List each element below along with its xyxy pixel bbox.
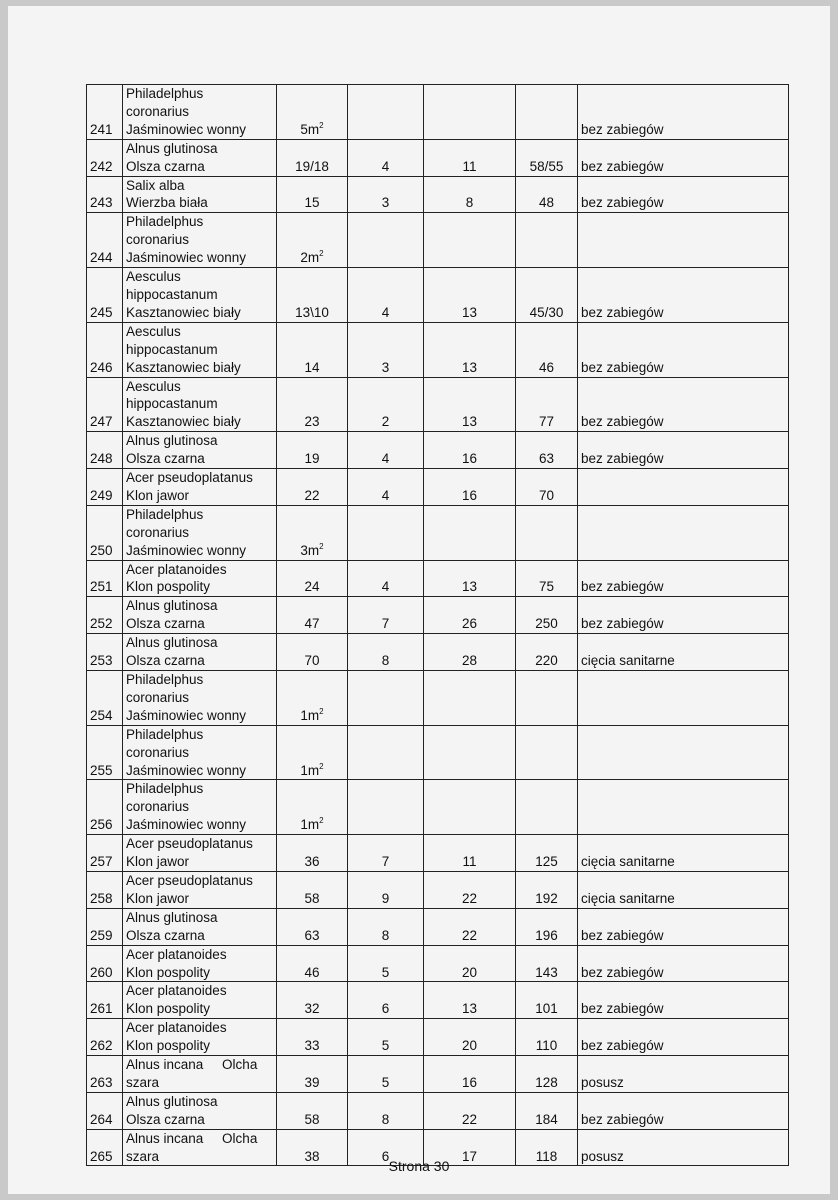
circumference-cell: 48 — [516, 176, 578, 213]
tree-number-cell: 252 — [87, 597, 123, 634]
remarks-cell — [578, 725, 789, 780]
species-line: Acer platanoides — [126, 561, 227, 577]
remarks-cell: bez zabiegów — [578, 377, 789, 432]
species-line: Philadelphus — [126, 214, 204, 230]
circumference-cell — [516, 671, 578, 726]
species-cell — [123, 432, 277, 469]
species-line: Kasztanowiec biały — [126, 414, 241, 430]
table-row — [87, 213, 789, 268]
tree-number-cell: 247 — [87, 377, 123, 432]
species-line: Acer pseudoplatanus — [126, 470, 253, 486]
species-cell — [123, 725, 277, 780]
crown-cell: 8 — [348, 634, 424, 671]
species-line: Alnus incana Olcha — [126, 1130, 258, 1146]
species-cell — [123, 945, 277, 982]
height-cell: 8 — [424, 176, 516, 213]
species-line: Acer pseudoplatanus — [126, 836, 253, 852]
species-cell — [123, 176, 277, 213]
trunk-circumference-cell — [277, 1019, 348, 1056]
tree-number-cell: 242 — [87, 139, 123, 176]
circumference-cell: 77 — [516, 377, 578, 432]
height-cell: 22 — [424, 1092, 516, 1129]
table-row — [87, 725, 789, 780]
species-cell — [123, 1019, 277, 1056]
height-cell: 16 — [424, 1056, 516, 1093]
height-cell: 11 — [424, 139, 516, 176]
value-text: 39 — [304, 1074, 320, 1090]
remarks-cell: bez zabiegów — [578, 432, 789, 469]
crown-cell: 5 — [348, 1019, 424, 1056]
height-cell: 26 — [424, 597, 516, 634]
crown-cell: 6 — [348, 982, 424, 1019]
height-cell: 13 — [424, 560, 516, 597]
height-cell: 16 — [424, 432, 516, 469]
height-cell — [424, 213, 516, 268]
circumference-cell: 196 — [516, 908, 578, 945]
superscript: 2 — [319, 816, 324, 826]
circumference-cell: 58/55 — [516, 139, 578, 176]
species-line: hippocastanum — [126, 341, 218, 357]
species-line: Olsza czarna — [126, 158, 205, 174]
species-cell — [123, 560, 277, 597]
tree-number-cell: 244 — [87, 213, 123, 268]
trunk-circumference-cell — [277, 945, 348, 982]
circumference-cell — [516, 213, 578, 268]
species-line: Jaśminowiec wonny — [126, 542, 247, 558]
value-text: 32 — [304, 1001, 320, 1017]
species-cell — [123, 85, 277, 140]
trunk-circumference-cell — [277, 469, 348, 506]
value-text: 63 — [304, 927, 320, 943]
remarks-cell: cięcia sanitarne — [578, 634, 789, 671]
superscript: 2 — [319, 761, 324, 771]
height-cell — [424, 505, 516, 560]
remarks-cell: bez zabiegów — [578, 85, 789, 140]
species-line: Acer platanoides — [126, 983, 227, 999]
species-line: Aesculus — [126, 378, 181, 394]
table-row — [87, 560, 789, 597]
table-row — [87, 871, 789, 908]
value-text: 5m — [300, 121, 320, 137]
species-cell — [123, 671, 277, 726]
crown-cell: 7 — [348, 835, 424, 872]
remarks-cell: cięcia sanitarne — [578, 835, 789, 872]
species-line: Acer platanoides — [126, 946, 227, 962]
trunk-circumference-cell — [277, 982, 348, 1019]
species-line: Alnus glutinosa — [126, 140, 218, 156]
trunk-circumference-cell — [277, 139, 348, 176]
circumference-cell — [516, 780, 578, 835]
remarks-cell: bez zabiegów — [578, 560, 789, 597]
trunk-circumference-cell — [277, 213, 348, 268]
species-cell — [123, 377, 277, 432]
crown-cell — [348, 85, 424, 140]
species-line: Olsza czarna — [126, 653, 205, 669]
species-line: Aesculus — [126, 269, 181, 285]
crown-cell: 5 — [348, 1056, 424, 1093]
trunk-circumference-cell — [277, 671, 348, 726]
tree-number-cell: 241 — [87, 85, 123, 140]
species-line: Philadelphus — [126, 726, 204, 742]
tree-number-cell: 259 — [87, 908, 123, 945]
table-row — [87, 176, 789, 213]
height-cell: 16 — [424, 469, 516, 506]
species-cell — [123, 469, 277, 506]
circumference-cell: 192 — [516, 871, 578, 908]
trunk-circumference-cell — [277, 634, 348, 671]
table-row — [87, 469, 789, 506]
species-line: coronarius — [126, 799, 190, 815]
remarks-cell: posusz — [578, 1129, 789, 1166]
crown-cell: 6 — [348, 1129, 424, 1166]
species-cell — [123, 139, 277, 176]
species-line: Alnus glutinosa — [126, 635, 218, 651]
trunk-circumference-cell — [277, 176, 348, 213]
species-line: Olsza czarna — [126, 1111, 205, 1127]
value-text: 46 — [304, 964, 320, 980]
table-row — [87, 1092, 789, 1129]
species-line: coronarius — [126, 103, 190, 119]
species-line: Philadelphus — [126, 506, 204, 522]
species-line: Klon jawor — [126, 854, 190, 870]
circumference-cell: 118 — [516, 1129, 578, 1166]
species-line: Acer platanoides — [126, 1020, 227, 1036]
table-row — [87, 634, 789, 671]
crown-cell: 7 — [348, 597, 424, 634]
remarks-cell — [578, 213, 789, 268]
tree-number-cell: 256 — [87, 780, 123, 835]
trunk-circumference-cell — [277, 377, 348, 432]
circumference-cell — [516, 85, 578, 140]
circumference-cell: 75 — [516, 560, 578, 597]
crown-cell: 3 — [348, 176, 424, 213]
tree-number-cell: 257 — [87, 835, 123, 872]
value-text: 22 — [304, 487, 320, 503]
trunk-circumference-cell — [277, 322, 348, 377]
circumference-cell: 125 — [516, 835, 578, 872]
crown-cell: 5 — [348, 945, 424, 982]
crown-cell — [348, 505, 424, 560]
remarks-cell: bez zabiegów — [578, 176, 789, 213]
superscript: 2 — [319, 120, 324, 130]
trunk-circumference-cell — [277, 908, 348, 945]
trunk-circumference-cell — [277, 597, 348, 634]
value-text: 1m — [300, 817, 320, 833]
value-text: 1m — [300, 762, 320, 778]
value-text: 19 — [304, 451, 320, 467]
page-number: Strona 30 — [388, 1158, 450, 1174]
table-row — [87, 982, 789, 1019]
species-line: Acer pseudoplatanus — [126, 872, 253, 888]
tree-number-cell: 263 — [87, 1056, 123, 1093]
crown-cell: 9 — [348, 871, 424, 908]
crown-cell: 4 — [348, 432, 424, 469]
tree-number-cell: 243 — [87, 176, 123, 213]
trunk-circumference-cell — [277, 1056, 348, 1093]
species-line: Jaśminowiec wonny — [126, 707, 247, 723]
species-cell — [123, 597, 277, 634]
circumference-cell: 101 — [516, 982, 578, 1019]
remarks-cell — [578, 505, 789, 560]
crown-cell — [348, 725, 424, 780]
height-cell — [424, 780, 516, 835]
species-cell — [123, 835, 277, 872]
superscript: 2 — [319, 541, 324, 551]
value-text: 2m — [300, 250, 320, 266]
value-text: 47 — [304, 616, 320, 632]
species-line: Alnus incana Olcha — [126, 1057, 258, 1073]
species-cell — [123, 780, 277, 835]
remarks-cell: bez zabiegów — [578, 945, 789, 982]
species-line: Kasztanowiec biały — [126, 359, 241, 375]
crown-cell: 3 — [348, 322, 424, 377]
species-line: hippocastanum — [126, 286, 218, 302]
species-cell — [123, 871, 277, 908]
remarks-cell: bez zabiegów — [578, 982, 789, 1019]
tree-number-cell: 254 — [87, 671, 123, 726]
remarks-cell: bez zabiegów — [578, 322, 789, 377]
species-line: Alnus glutinosa — [126, 909, 218, 925]
table-row — [87, 1019, 789, 1056]
trunk-circumference-cell — [277, 1092, 348, 1129]
tree-number-cell: 262 — [87, 1019, 123, 1056]
table-row — [87, 85, 789, 140]
crown-cell: 4 — [348, 560, 424, 597]
height-cell: 28 — [424, 634, 516, 671]
species-line: Jaśminowiec wonny — [126, 762, 247, 778]
tree-inventory-table — [86, 84, 789, 1166]
circumference-cell: 250 — [516, 597, 578, 634]
trunk-circumference-cell — [277, 268, 348, 323]
species-cell — [123, 322, 277, 377]
crown-cell: 8 — [348, 1092, 424, 1129]
table-row — [87, 322, 789, 377]
species-line: Salix alba — [126, 177, 185, 193]
species-cell — [123, 982, 277, 1019]
remarks-cell — [578, 671, 789, 726]
table-row — [87, 780, 789, 835]
species-line: Philadelphus — [126, 781, 204, 797]
species-line: Klon pospolity — [126, 1038, 211, 1054]
superscript: 2 — [319, 706, 324, 716]
table-row — [87, 432, 789, 469]
species-line: Klon jawor — [126, 890, 190, 906]
species-cell — [123, 505, 277, 560]
remarks-cell: bez zabiegów — [578, 139, 789, 176]
circumference-cell: 70 — [516, 469, 578, 506]
species-cell — [123, 1056, 277, 1093]
table-row — [87, 945, 789, 982]
value-text: 19/18 — [295, 158, 329, 174]
tree-number-cell: 261 — [87, 982, 123, 1019]
value-text: 33 — [304, 1038, 320, 1054]
value-text: 1m — [300, 707, 320, 723]
remarks-cell: bez zabiegów — [578, 268, 789, 323]
tree-number-cell: 250 — [87, 505, 123, 560]
tree-number-cell: 249 — [87, 469, 123, 506]
height-cell: 22 — [424, 908, 516, 945]
species-line: Klon jawor — [126, 487, 190, 503]
height-cell — [424, 671, 516, 726]
remarks-cell: cięcia sanitarne — [578, 871, 789, 908]
value-text: 58 — [304, 1111, 320, 1127]
tree-number-cell: 265 — [87, 1129, 123, 1166]
height-cell: 11 — [424, 835, 516, 872]
remarks-cell — [578, 469, 789, 506]
species-line: coronarius — [126, 689, 190, 705]
tree-number-cell: 260 — [87, 945, 123, 982]
height-cell: 13 — [424, 377, 516, 432]
species-line: Olsza czarna — [126, 616, 205, 632]
species-cell — [123, 634, 277, 671]
circumference-cell: 128 — [516, 1056, 578, 1093]
height-cell: 20 — [424, 945, 516, 982]
value-text: 23 — [304, 414, 320, 430]
table-row — [87, 908, 789, 945]
species-line: Philadelphus — [126, 86, 204, 101]
circumference-cell: 46 — [516, 322, 578, 377]
value-text: 15 — [304, 195, 320, 211]
height-cell: 20 — [424, 1019, 516, 1056]
species-line: Jaśminowiec wonny — [126, 817, 247, 833]
value-text: 70 — [304, 653, 320, 669]
species-cell — [123, 908, 277, 945]
superscript: 2 — [319, 249, 324, 259]
height-cell: 17 — [424, 1129, 516, 1166]
crown-cell: 4 — [348, 139, 424, 176]
value-text: 58 — [304, 890, 320, 906]
table-row — [87, 505, 789, 560]
tree-number-cell: 255 — [87, 725, 123, 780]
trunk-circumference-cell — [277, 871, 348, 908]
species-line: szara — [126, 1074, 160, 1090]
table-row — [87, 671, 789, 726]
height-cell: 13 — [424, 322, 516, 377]
trunk-circumference-cell — [277, 432, 348, 469]
species-line: Alnus glutinosa — [126, 598, 218, 614]
remarks-cell: bez zabiegów — [578, 908, 789, 945]
remarks-cell — [578, 780, 789, 835]
trunk-circumference-cell — [277, 835, 348, 872]
circumference-cell — [516, 505, 578, 560]
trunk-circumference-cell — [277, 560, 348, 597]
species-line: Philadelphus — [126, 672, 204, 687]
remarks-cell: bez zabiegów — [578, 597, 789, 634]
tree-number-cell: 245 — [87, 268, 123, 323]
table-row — [87, 268, 789, 323]
table-row — [87, 139, 789, 176]
crown-cell: 4 — [348, 469, 424, 506]
species-line: hippocastanum — [126, 396, 218, 412]
species-line: Jaśminowiec wonny — [126, 250, 247, 266]
height-cell: 13 — [424, 982, 516, 1019]
species-line: Alnus glutinosa — [126, 1093, 218, 1109]
species-line: Kasztanowiec biały — [126, 304, 241, 320]
circumference-cell: 184 — [516, 1092, 578, 1129]
tree-number-cell: 253 — [87, 634, 123, 671]
species-line: Olsza czarna — [126, 927, 205, 943]
crown-cell — [348, 780, 424, 835]
remarks-cell: bez zabiegów — [578, 1019, 789, 1056]
table-body — [87, 85, 789, 1166]
tree-number-cell: 251 — [87, 560, 123, 597]
crown-cell — [348, 213, 424, 268]
species-cell — [123, 213, 277, 268]
species-line: szara — [126, 1148, 160, 1164]
species-line: Olsza czarna — [126, 451, 205, 467]
tree-number-cell: 248 — [87, 432, 123, 469]
trunk-circumference-cell — [277, 780, 348, 835]
species-line: Jaśminowiec wonny — [126, 121, 247, 137]
crown-cell — [348, 671, 424, 726]
trunk-circumference-cell — [277, 725, 348, 780]
species-line: Wierzba biała — [126, 195, 208, 211]
species-cell — [123, 268, 277, 323]
species-line: Klon pospolity — [126, 579, 211, 595]
value-text: 3m — [300, 542, 320, 558]
crown-cell: 2 — [348, 377, 424, 432]
species-line: coronarius — [126, 744, 190, 760]
circumference-cell: 110 — [516, 1019, 578, 1056]
species-cell — [123, 1092, 277, 1129]
species-line: Aesculus — [126, 323, 181, 339]
trunk-circumference-cell — [277, 505, 348, 560]
remarks-cell: posusz — [578, 1056, 789, 1093]
height-cell: 22 — [424, 871, 516, 908]
value-text: 24 — [304, 579, 320, 595]
crown-cell: 8 — [348, 908, 424, 945]
species-line: Alnus glutinosa — [126, 433, 218, 449]
trunk-circumference-cell — [277, 85, 348, 140]
height-cell — [424, 725, 516, 780]
height-cell — [424, 85, 516, 140]
value-text: 13\10 — [295, 304, 329, 320]
table-row — [87, 835, 789, 872]
value-text: 14 — [304, 359, 320, 375]
species-line: Klon pospolity — [126, 964, 211, 980]
species-line: coronarius — [126, 524, 190, 540]
circumference-cell: 143 — [516, 945, 578, 982]
circumference-cell: 45/30 — [516, 268, 578, 323]
tree-number-cell: 246 — [87, 322, 123, 377]
value-text: 38 — [304, 1148, 320, 1164]
species-line: Klon pospolity — [126, 1001, 211, 1017]
circumference-cell — [516, 725, 578, 780]
height-cell: 13 — [424, 268, 516, 323]
value-text: 36 — [304, 854, 320, 870]
species-line: coronarius — [126, 232, 190, 248]
tree-number-cell: 264 — [87, 1092, 123, 1129]
table-row — [87, 1056, 789, 1093]
table-row — [87, 597, 789, 634]
circumference-cell: 220 — [516, 634, 578, 671]
table-row — [87, 377, 789, 432]
crown-cell: 4 — [348, 268, 424, 323]
circumference-cell: 63 — [516, 432, 578, 469]
tree-number-cell: 258 — [87, 871, 123, 908]
remarks-cell: bez zabiegów — [578, 1092, 789, 1129]
